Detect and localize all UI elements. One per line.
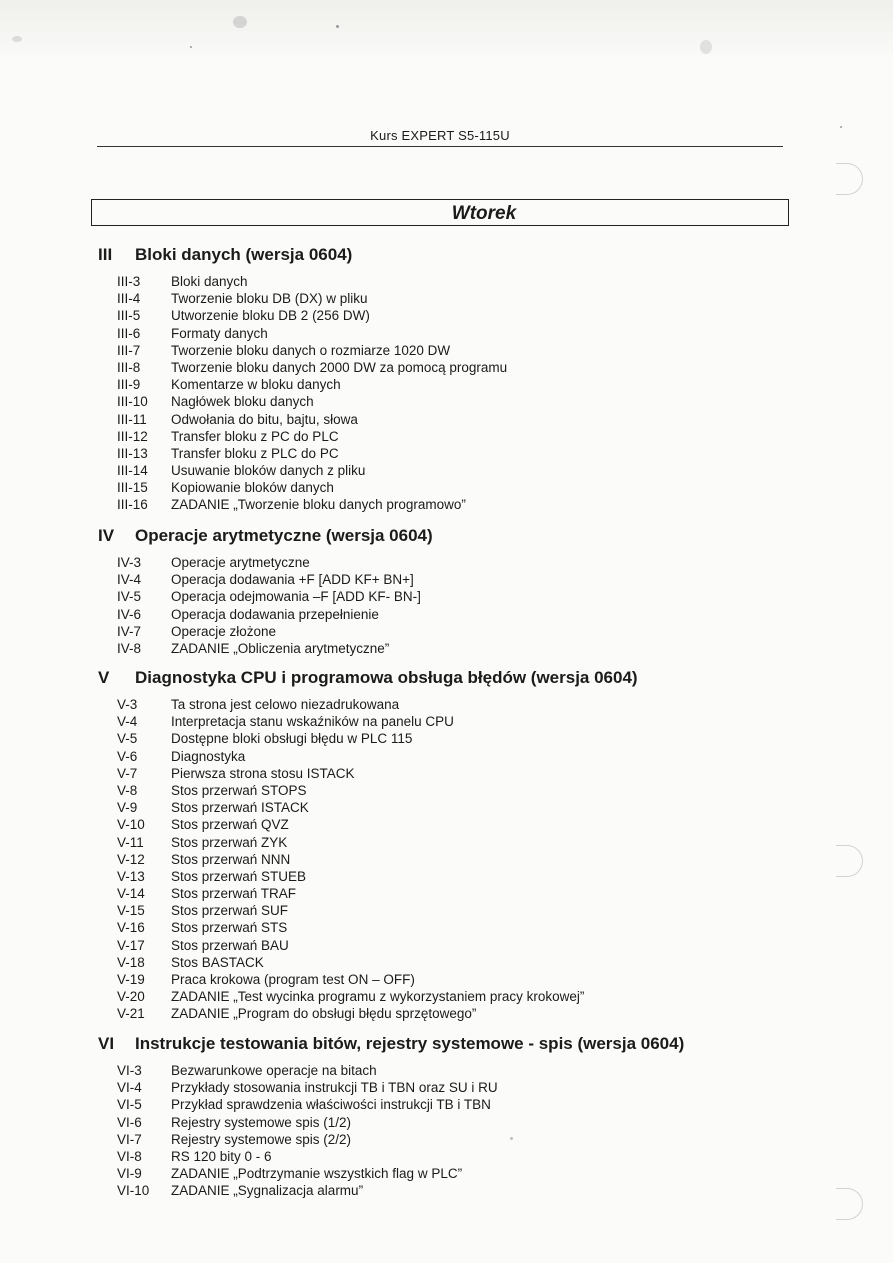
item-code: V-18	[117, 954, 145, 970]
item-text: Tworzenie bloku DB (DX) w pliku	[171, 291, 368, 307]
punch-hole	[836, 163, 863, 195]
item-code: III-13	[117, 445, 148, 461]
item-text: Transfer bloku z PLC do PC	[171, 445, 339, 461]
item-code: III-6	[117, 325, 141, 341]
item-code: VI-8	[117, 1148, 142, 1164]
item-text: Stos przerwań ZYK	[171, 834, 288, 850]
item-text: Utworzenie bloku DB 2 (256 DW)	[171, 308, 370, 324]
item-text: Operacje złożone	[171, 623, 277, 639]
item-text: Rejestry systemowe spis (1/2)	[171, 1114, 352, 1130]
scan-speck	[233, 16, 247, 28]
item-text: Stos przerwań STOPS	[171, 782, 307, 798]
section-number: IV	[98, 526, 115, 545]
item-code: VI-10	[117, 1183, 150, 1199]
item-text: RS 120 bity 0 - 6	[171, 1148, 272, 1164]
item-code: V-19	[117, 972, 145, 987]
item-text: Operacja dodawania +F [ADD KF+ BN+]	[171, 572, 414, 588]
scan-speck	[190, 46, 192, 48]
item-code: III-11	[117, 411, 147, 427]
scan-speck	[336, 25, 339, 28]
item-code: V-9	[117, 800, 138, 816]
punch-hole	[836, 845, 863, 877]
item-code: V-6	[117, 748, 138, 764]
item-text: Przykład sprawdzenia właściwości instrukcji TB i TBN	[171, 1097, 491, 1113]
item-code: V-16	[117, 920, 145, 936]
item-text: Praca krokowa (program test ON – OFF)	[171, 972, 415, 987]
page-header	[97, 128, 783, 147]
item-code: VI-3	[117, 1063, 142, 1078]
section-title: Instrukcje testowania bitów, rejestry systemowe - spis (wersja 0604)	[135, 1034, 685, 1053]
item-code: III-7	[117, 342, 141, 358]
section-title: Operacje arytmetyczne (wersja 0604)	[135, 526, 433, 545]
item-text: Przykłady stosowania instrukcji TB i TBN oraz SU i RU	[171, 1080, 498, 1096]
scan-speck	[12, 36, 22, 42]
item-text: Stos przerwań STS	[171, 920, 288, 936]
item-code: V-17	[117, 937, 145, 953]
item-code: V-14	[117, 886, 145, 902]
item-text: Interpretacja stanu wskaźników na panelu CPU	[171, 714, 454, 730]
item-text: Stos przerwań STUEB	[171, 868, 307, 884]
item-code: VI-9	[117, 1166, 142, 1182]
item-text: ZADANIE „Podtrzymanie wszystkich flag w PLC”	[171, 1166, 463, 1182]
item-text: Nagłówek bloku danych	[171, 394, 314, 410]
item-code: V-3	[117, 697, 138, 712]
item-code: III-15	[117, 480, 148, 496]
item-text: Bezwarunkowe operacje na bitach	[171, 1063, 377, 1078]
item-code: IV-4	[117, 572, 142, 588]
item-text: Formaty danych	[171, 325, 268, 341]
day-banner	[91, 199, 789, 226]
item-code: III-12	[117, 428, 148, 444]
item-text: Stos przerwań BAU	[171, 937, 289, 953]
item-code: V-4	[117, 714, 138, 730]
item-code: III-3	[117, 274, 141, 289]
scan-speck	[840, 126, 842, 128]
item-text: ZADANIE „Tworzenie bloku danych programowo”	[171, 497, 466, 513]
item-text: Stos przerwań TRAF	[171, 886, 297, 902]
item-text: ZADANIE „Sygnalizacja alarmu”	[171, 1183, 364, 1199]
item-code: IV-7	[117, 623, 142, 639]
item-code: III-4	[117, 291, 141, 307]
item-text: ZADANIE „Program do obsługi błędu sprzętowego”	[171, 1006, 477, 1022]
scan-speck	[510, 1137, 513, 1140]
item-text: Tworzenie bloku danych 2000 DW za pomocą programu	[171, 359, 508, 375]
course-title: Kurs EXPERT S5-115U	[370, 128, 510, 143]
item-text: Rejestry systemowe spis (2/2)	[171, 1131, 352, 1147]
item-text: Ta strona jest celowo niezadrukowana	[171, 697, 400, 712]
item-text: Transfer bloku z PC do PLC	[171, 428, 339, 444]
item-text: Dostępne bloki obsługi błędu w PLC 115	[171, 731, 413, 747]
item-code: V-5	[117, 731, 138, 747]
item-text: Tworzenie bloku danych o rozmiarze 1020 DW	[171, 342, 451, 358]
item-text: Pierwsza strona stosu ISTACK	[171, 765, 355, 781]
scan-top-edge	[0, 0, 893, 64]
section-number: III	[98, 245, 113, 264]
item-code: III-16	[117, 497, 148, 513]
item-code: V-11	[117, 834, 144, 850]
item-text: Operacje arytmetyczne	[171, 555, 310, 570]
item-text: Stos przerwań ISTACK	[171, 800, 309, 816]
item-text: Stos przerwań SUF	[171, 903, 289, 919]
item-code: III-14	[117, 463, 148, 479]
item-text: Diagnostyka	[171, 748, 246, 764]
item-code: VI-5	[117, 1097, 142, 1113]
item-code: V-13	[117, 868, 145, 884]
item-code: III-10	[117, 394, 148, 410]
item-text: Stos przerwań QVZ	[171, 817, 289, 833]
item-text: ZADANIE „Test wycinka programu z wykorzystaniem pracy krokowej”	[171, 989, 585, 1005]
scan-speck	[700, 40, 712, 54]
item-code: V-8	[117, 782, 138, 798]
item-code: V-12	[117, 851, 145, 867]
item-code: V-15	[117, 903, 145, 919]
item-code: IV-8	[117, 640, 142, 656]
item-code: III-5	[117, 308, 141, 324]
item-code: V-21	[117, 1006, 145, 1022]
item-text: Operacja dodawania przepełnienie	[171, 606, 379, 622]
item-text: Usuwanie bloków danych z pliku	[171, 463, 366, 479]
item-code: IV-5	[117, 589, 142, 605]
item-code: IV-6	[117, 606, 142, 622]
item-code: IV-3	[117, 555, 142, 570]
item-code: V-20	[117, 989, 145, 1005]
section-title: Bloki danych (wersja 0604)	[135, 245, 353, 264]
punch-hole	[836, 1188, 863, 1220]
section-number: VI	[98, 1034, 115, 1053]
item-text: Bloki danych	[171, 274, 248, 289]
item-text: ZADANIE „Obliczenia arytmetyczne”	[171, 640, 390, 656]
item-text: Odwołania do bitu, bajtu, słowa	[171, 411, 358, 427]
section-number: V	[98, 668, 110, 687]
item-text: Komentarze w bloku danych	[171, 377, 341, 393]
item-code: VI-7	[117, 1131, 142, 1147]
item-code: III-9	[117, 377, 141, 393]
item-text: Operacja odejmowania –F [ADD KF- BN-]	[171, 589, 421, 605]
item-text: Stos BASTACK	[171, 954, 264, 970]
item-code: V-10	[117, 817, 145, 833]
item-text: Kopiowanie bloków danych	[171, 480, 334, 496]
item-text: Stos przerwań NNN	[171, 851, 291, 867]
item-code: VI-4	[117, 1080, 142, 1096]
item-code: VI-6	[117, 1114, 142, 1130]
item-code: III-8	[117, 359, 141, 375]
item-code: V-7	[117, 765, 138, 781]
day-title: Wtorek	[451, 203, 517, 224]
section-title: Diagnostyka CPU i programowa obsługa błędów (wersja 0604)	[135, 668, 638, 687]
